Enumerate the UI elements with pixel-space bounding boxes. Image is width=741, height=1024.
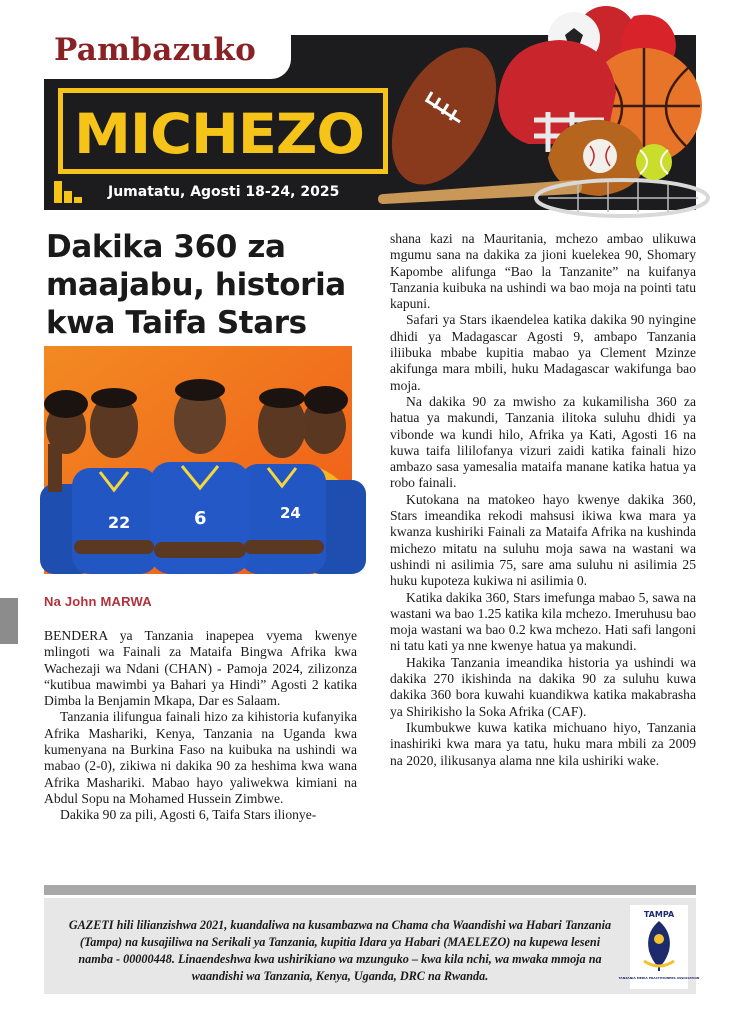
article-paragraph: Safari ya Stars ikaendelea katika dakika 90 nyingine dhidi ya Madagascar Agosti 9, ambapo Tanzania iliibuka mbabe kupitia mabao ya Clement Mzinze akifunga mara mbili, huku Madagascar wakifunga bao moja. xyxy=(390,312,696,393)
tampa-logo-label: TAMPA xyxy=(643,910,675,919)
article-paragraph: Kutokana na matokeo hayo kwenye dakika 360, Stars imeandika rekodi mahsusi ikiwa kwa mara ya kwanza kushiriki Fainali za Mataifa Afrika na kushinda michezo mitatu na suluhu moja sawa na wastani wa ushindi ni asilimia 75, sare ama suluhu ni asilimia 25 huku kupoteza kukiwa ni asilimia 0. xyxy=(390,491,696,589)
article-paragraph: Dakika 90 za pili, Agosti 6, Taifa Stars ilionye- xyxy=(60,807,317,823)
masthead xyxy=(44,8,696,210)
baseball-icon xyxy=(583,139,617,173)
american-football-icon xyxy=(370,30,517,202)
jersey-number: 6 xyxy=(194,508,207,529)
article-paragraph: shana kazi na Mauritania, mchezo ambao ulikuwa mgumu sana na dakika za jioni kuelekea 90, Shomary Kapombe alifunga “Bao la Tanzanite” na kuifanya Tanzania kuibuka na ushindi wa bao moja na pointi tatu kapuni. xyxy=(390,231,696,312)
article-paragraph: Ikumbukwe kuwa katika michuano hiyo, Tanzania inashiriki kwa mara ya tatu, huku mara mbili za 2009 na 2020, ilikusanya alama nne kila ushiriki wake. xyxy=(390,719,696,768)
sports-equipment-illustration xyxy=(348,8,696,210)
footer-divider xyxy=(44,885,696,895)
page-edge-marker xyxy=(0,598,18,644)
tampa-logo-caption: TANZANIA MEDIA PRACTITIONERS ASSOCIATION xyxy=(618,976,700,980)
tennis-ball-icon xyxy=(636,144,672,180)
article-paragraph: Hakika Tanzania imeandika historia ya ushindi wa dakika 270 ikishinda na dakika 90 za suluhu kuwa dakika 360 bora kuwahi kuandikwa katika makabrasha ya Shirikisho la Soka Afrika (CAF). xyxy=(390,654,696,719)
article-column-left xyxy=(44,628,357,824)
baseball-bat-icon xyxy=(378,180,582,204)
team-photo xyxy=(44,346,352,574)
tampa-logo xyxy=(618,905,700,989)
article-paragraph: BENDERA ya Tanzania inapepea vyema kwenye mlingoti wa Fainali za Mataifa Bingwa Afrika kwa Wachezaji wa Ndani (CHAN) - Pamoja 2024, zilizonza “kutibua mawimbi ya Bahari ya Hindi” Agosti 2 katika Dimba la Benjamin Mkapa, Dar es Salaam. xyxy=(44,628,357,709)
article-headline: Dakika 360 za maajabu, historia kwa Taifa Stars xyxy=(46,229,346,341)
jersey-number: 24 xyxy=(280,504,301,522)
section-title: MICHEZO xyxy=(74,102,364,166)
article-paragraph: Katika dakika 360, Stars imefunga mabao 5, sawa na wastani wa bao 1.25 katika kila mchezo. Imeruhusu bao moja wastani wa bao 0.2 kwa mchezo. Hati safi langoni ni tatu kati ya nne kwenye hatua ya makundi. xyxy=(390,589,696,654)
jersey-number: 22 xyxy=(108,513,131,532)
newspaper-brand: Pambazuko xyxy=(54,32,257,68)
footer-publisher-note: GAZETI hili lilianzishwa 2021, kuandaliwa na kusambazwa na Chama cha Waandishi wa Habari Tanzania (Tampa) na kusajiliwa na Serikali ya Tanzania, kupitia Idara ya Habari (MAELEZO) na kupewa leseni namba - 00000448. Linaendeshwa kwa ushirikiano wa mzunguko – kwa kila nchi, wa mwaka mmoja na waandishi wa Tanzania, Kenya, Uganda, DRC na Rwanda. xyxy=(68,918,612,983)
bar-graphic-icon xyxy=(54,181,94,203)
article-column-right xyxy=(390,231,696,769)
article-paragraph: Na dakika 90 za mwisho za kukamilisha 360 za hatua ya makundi, Tanzania ilitoka suluhu dhidi ya vibonde wa kundi hilo, Afrika ya Kati, Agosti 16 na kuwa taifa lililofanya vizuri zaidi katika fainali hizo ambazo sasa yamesalia mataifa manane katika hatua ya robo fainali. xyxy=(390,393,696,491)
article-byline: Na John MARWA xyxy=(44,594,152,609)
article-paragraph: Tanzania ilifungua fainali hizo za kihistoria kufanyika Afrika Mashariki, Kenya, Tanzania na Uganda kwa kumenyana na Burkina Faso na kuibuka na ushindi wa mabao (2-0), zikiwa ni dakika 90 za heshima kwa wana Afrika Mashariki. Mabao hayo yaliwekwa kimiani na Abdul Sopu na Mohamed Hussein Zimbwe. xyxy=(44,709,357,806)
issue-date: Jumatatu, Agosti 18-24, 2025 xyxy=(108,184,340,200)
